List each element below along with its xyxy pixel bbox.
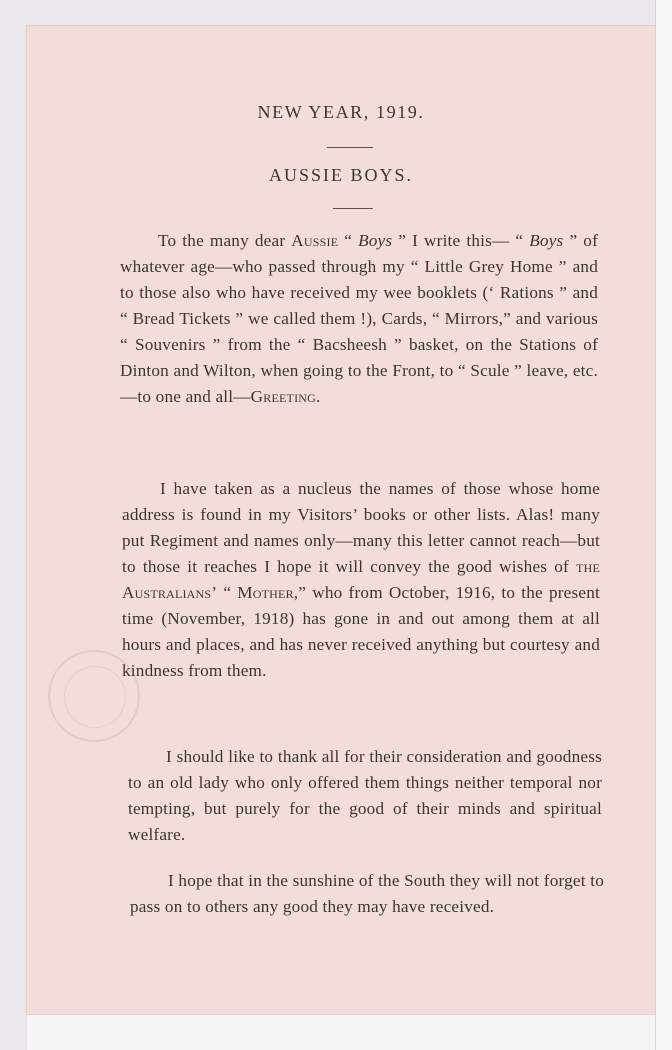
paragraph-thanks: I should like to thank all for their consideration and goodness to an old lady who only offered them things neither temporal nor tempting, but purely for the good of their minds and spiritual welfare. <box>128 747 602 844</box>
paragraph-nucleus <box>122 476 600 684</box>
p2-mother: Mother, <box>237 583 299 602</box>
p1-text-b: “ <box>338 231 359 250</box>
scan-right-margin <box>655 0 672 1050</box>
p1-boys-2: Boys <box>529 231 564 250</box>
subtitle-divider <box>333 208 373 209</box>
p1-greeting: Greeting. <box>250 387 321 406</box>
p1-boys: Boys <box>358 231 393 250</box>
p2-the-australians: the Australians’ <box>122 557 600 602</box>
p1-text-c: ” I write this— “ <box>392 231 530 250</box>
page-title: NEW YEAR, 1919. <box>257 102 425 122</box>
scan-bottom-margin <box>27 1014 655 1050</box>
p1-aussie: Aussie <box>291 231 339 250</box>
p1-text-d: ” of whatever age—who passed through my “ Little Grey Home ” and to those also who have received my wee booklets (‘ Rations ” and “ Bread Tickets ” we called them !), Cards, “ Mirrors,” and various “ Souvenirs ” from the “ Bacsheesh ” basket, on the Stations of Dinton and Wilton, when going to the Front, to “ Scule ” leave, etc.—to one and all— <box>120 231 598 406</box>
page-subtitle: AUSSIE BOYS. <box>268 165 414 185</box>
p2-text-c: ” who from October, 1916, to the present time (November, 1918) has gone in and out among them at all hours and places, and has never received anything but courtesy and kindness from them. <box>122 583 600 680</box>
p1-text-a: To the many dear <box>158 231 292 250</box>
paragraph-sunshine: I hope that in the sunshine of the South they will not forget to pass on to others any good they may have received. <box>130 871 604 916</box>
p2-text-b: “ <box>217 583 238 602</box>
p2-text-a: I have taken as a nucleus the names of those whose home address is found in my Visitors’ books or other lists. Alas! many put Regiment and names only—many this letter cannot reach—but to those it reaches I hope it will convey the good wishes of <box>122 479 600 576</box>
title-divider <box>327 147 373 148</box>
paragraph-greeting <box>120 228 598 410</box>
